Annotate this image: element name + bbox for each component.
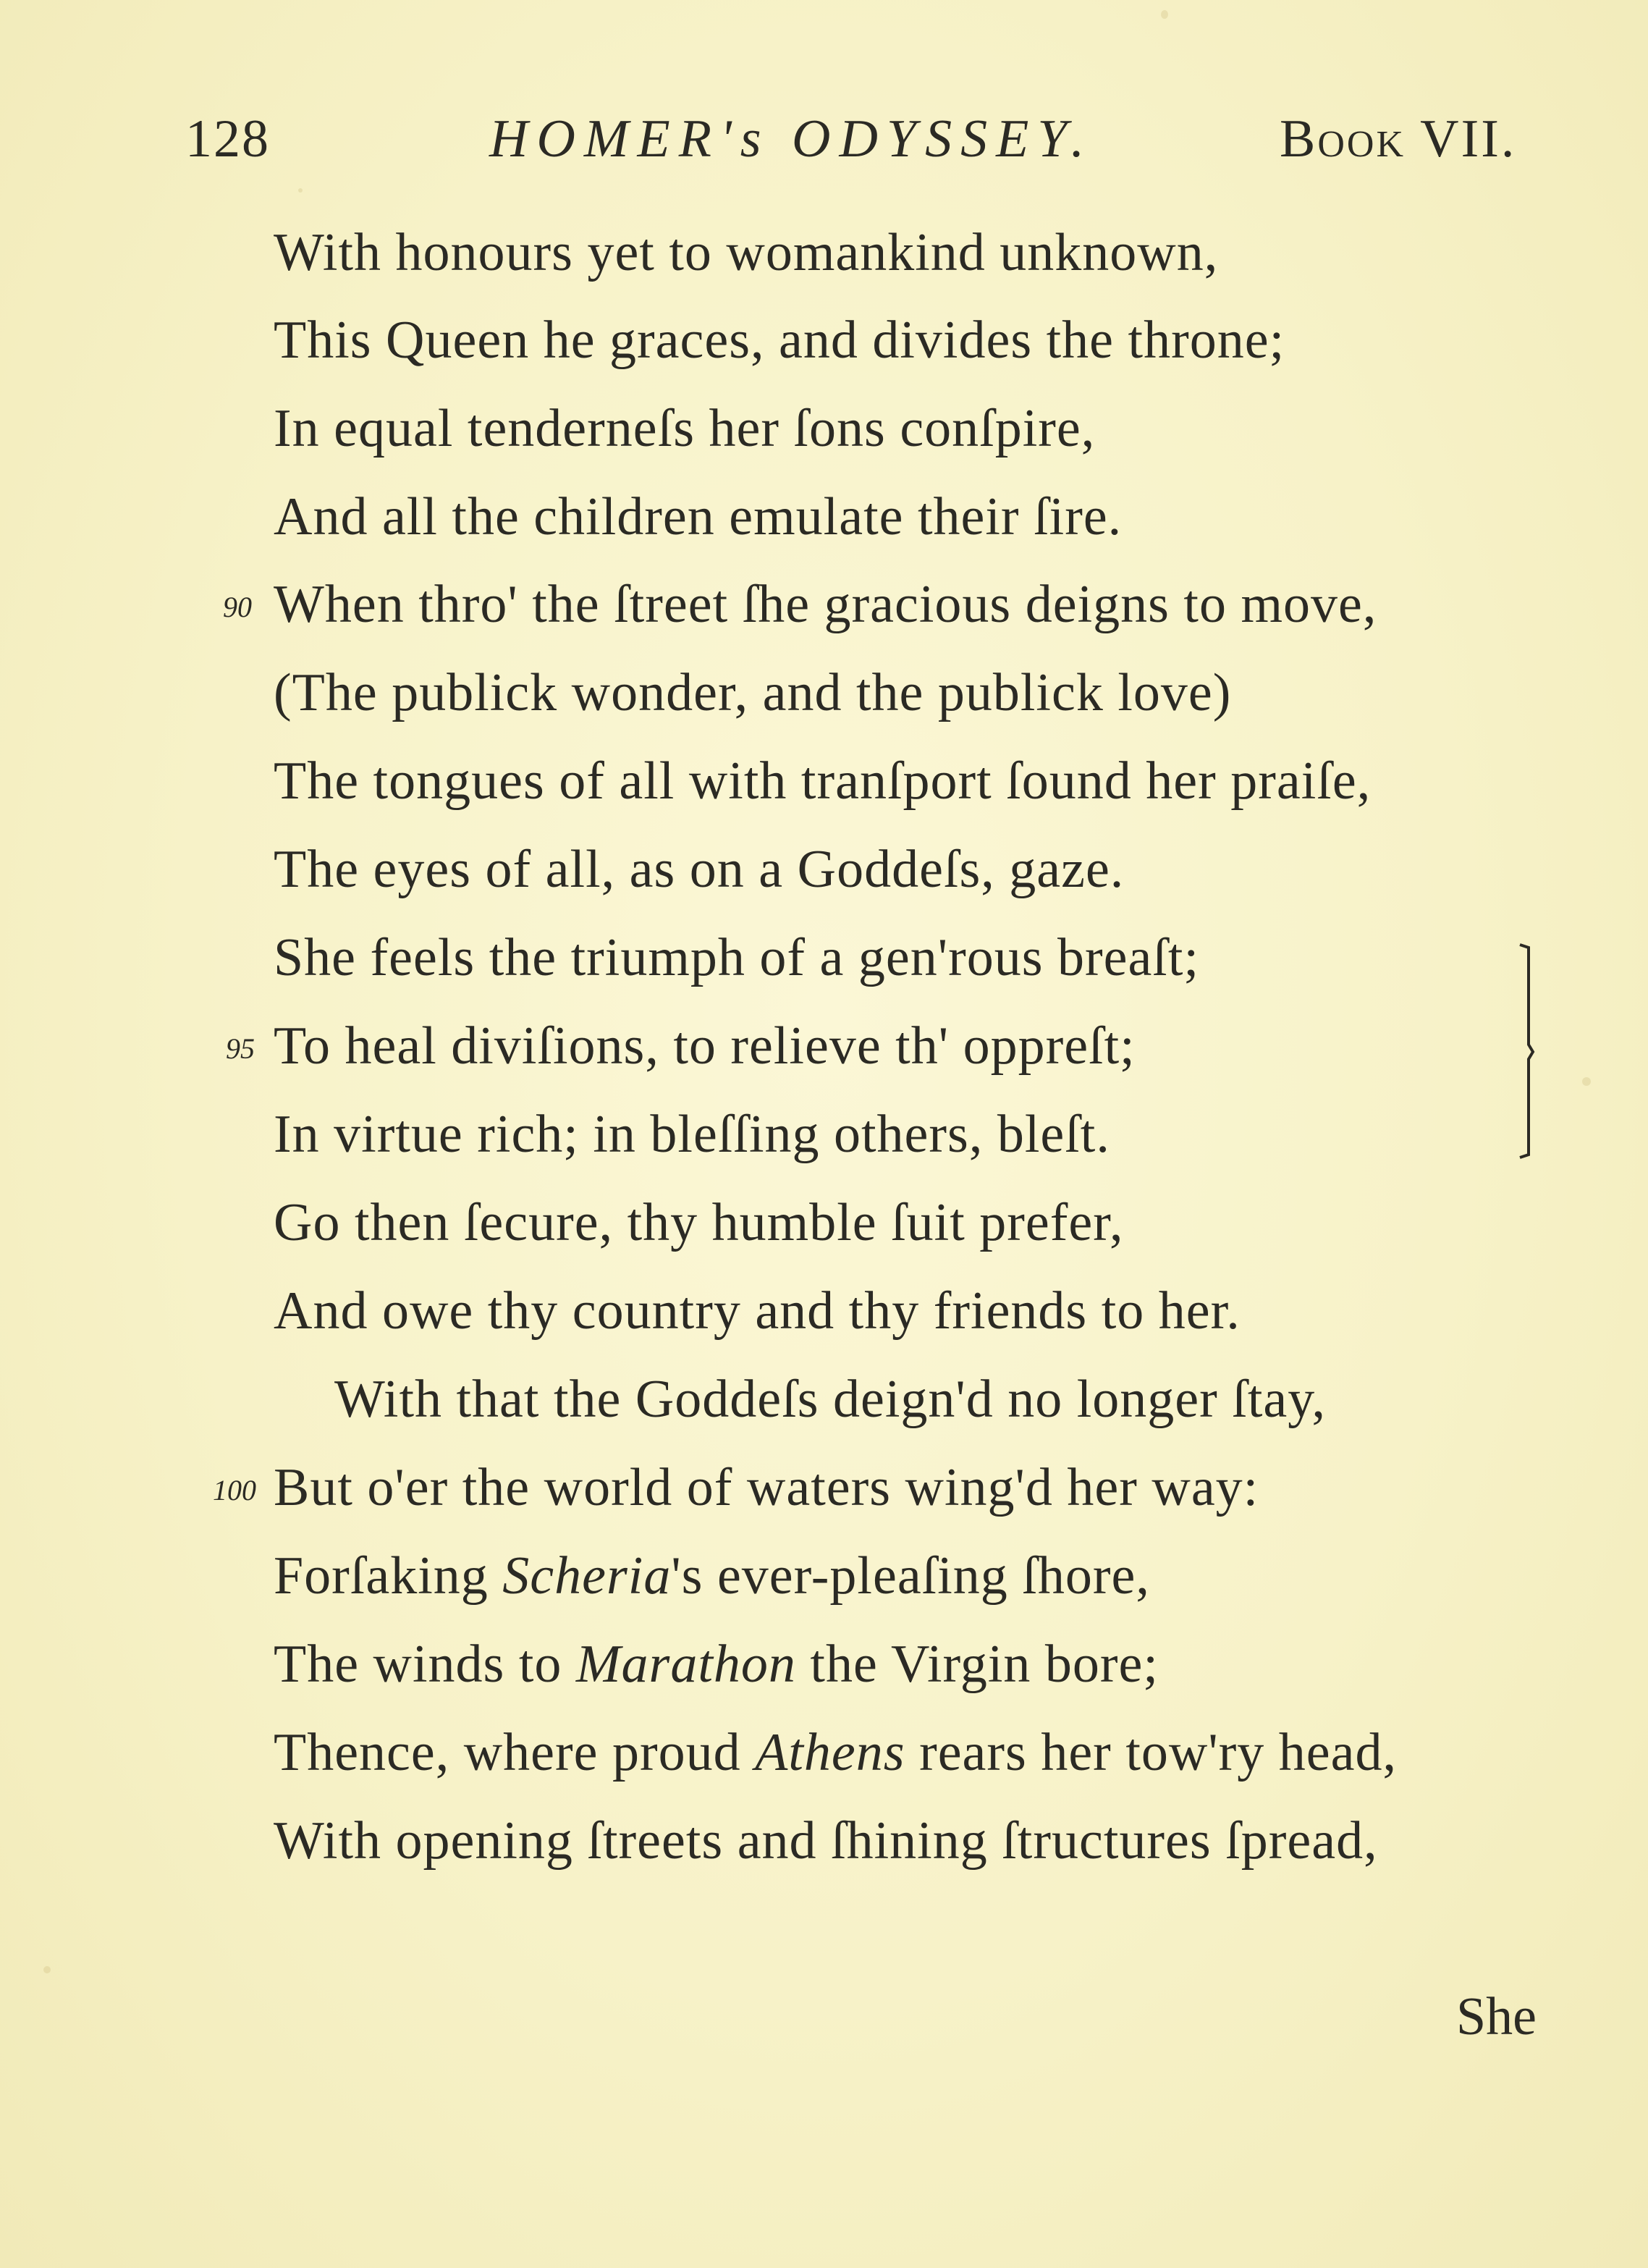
verse-line	[274, 1635, 1159, 1694]
verse-line: (The publick wonder, and the publick love)	[274, 663, 1232, 722]
verse-text: rears her tow'ry head,	[905, 1723, 1397, 1782]
verse-line: With opening ſtreets and ſhining ſtructures ſpread,	[274, 1811, 1378, 1871]
verse-text: Thence, where proud	[274, 1723, 756, 1782]
verse-line: She feels the triumph of a gen'rous breaſt;	[274, 928, 1200, 987]
verse-line	[274, 1723, 1397, 1782]
place-name: Athens	[755, 1723, 905, 1782]
verse-line: The eyes of all, as on a Goddeſs, gaze.	[274, 840, 1125, 899]
verse-line: But o'er the world of waters wing'd her way:	[274, 1458, 1259, 1517]
line-number: 100	[213, 1474, 256, 1506]
line-number: 90	[223, 591, 252, 623]
foxing-spot	[1161, 10, 1168, 19]
book-label: Book VII.	[1280, 109, 1517, 169]
verse-line: And owe thy country and thy friends to her.	[274, 1281, 1241, 1341]
verse-line	[274, 1546, 1150, 1606]
foxing-spot	[298, 188, 303, 193]
verse-line: To heal diviſions, to relieve th' oppreſt;	[274, 1016, 1136, 1076]
verse-line: And all the children emulate their ſire.	[274, 487, 1123, 547]
catchword: She	[1456, 1987, 1537, 2046]
verse-text: The winds to	[274, 1635, 576, 1694]
verse-line: Go then ſecure, thy humble ſuit prefer,	[274, 1193, 1124, 1252]
verse-line: In virtue rich; in bleſſing others, bleſt.	[274, 1105, 1110, 1164]
verse-line: The tongues of all with tranſport ſound her praiſe,	[274, 751, 1372, 811]
triplet-brace	[1518, 943, 1536, 1159]
place-name: Scheria	[502, 1546, 672, 1606]
foxing-spot	[1582, 1077, 1591, 1086]
verse-line: With that the Goddeſs deign'd no longer ſtay,	[334, 1370, 1326, 1429]
foxing-spot	[43, 1966, 51, 1973]
verse-text: Forſaking	[274, 1546, 503, 1606]
running-head	[185, 109, 1560, 181]
verse-text: 's ever-pleaſing ſhore,	[671, 1546, 1150, 1606]
place-name: Marathon	[575, 1635, 796, 1694]
book-title: HOMER's ODYSSEY.	[489, 109, 1094, 169]
page-number: 128	[185, 109, 270, 169]
verse-line: In equal tenderneſs her ſons conſpire,	[274, 399, 1096, 458]
verse-line: This Queen he graces, and divides the throne;	[274, 311, 1285, 370]
verse-line: When thro' the ſtreet ſhe gracious deigns to move,	[274, 575, 1377, 634]
verse-line: With honours yet to womankind unknown,	[274, 223, 1219, 282]
line-number: 95	[226, 1032, 255, 1065]
verse-text: the Virgin bore;	[795, 1635, 1159, 1694]
